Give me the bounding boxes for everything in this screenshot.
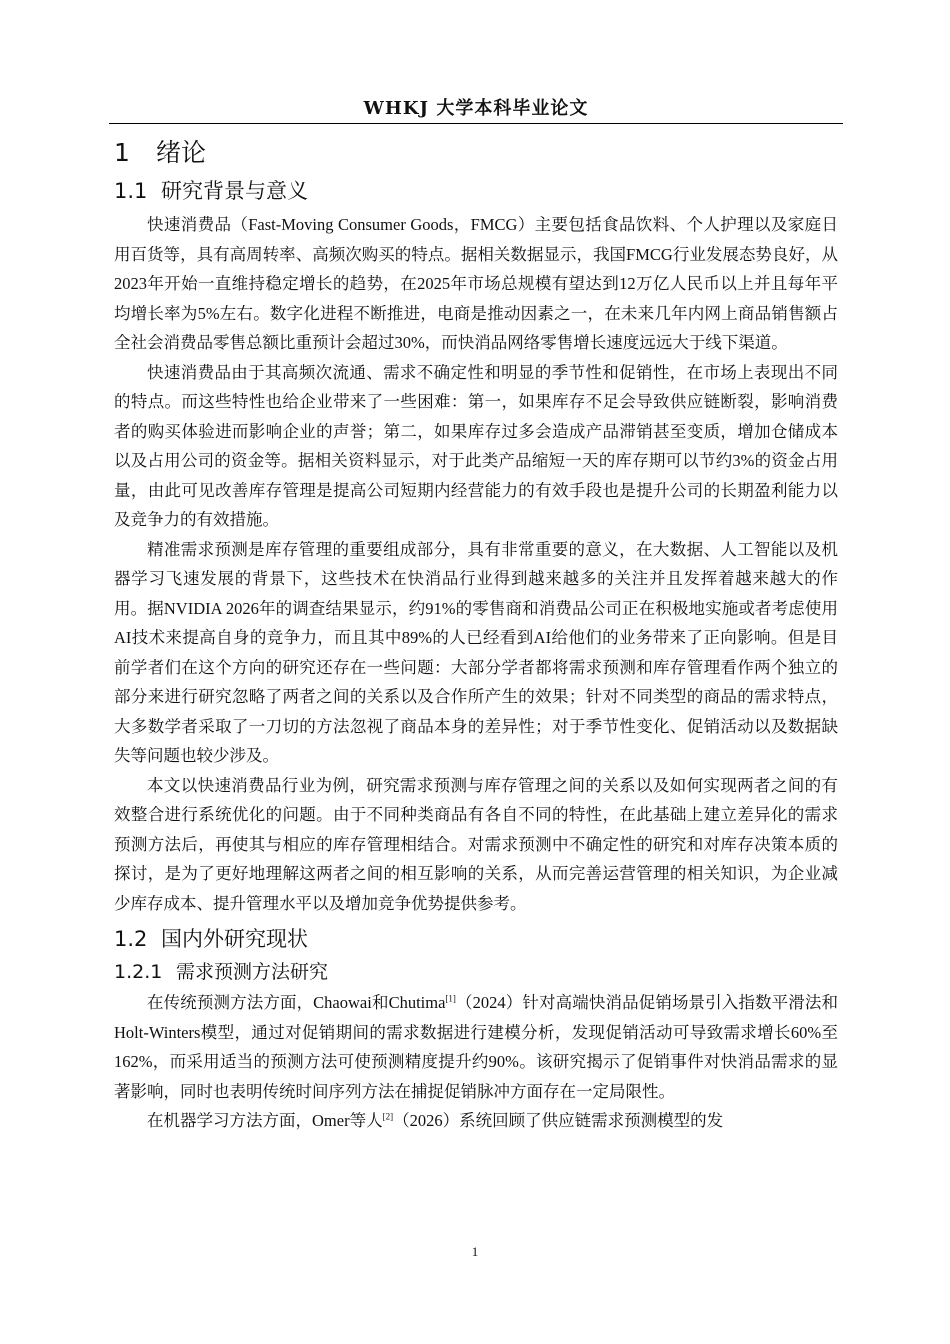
page-number: 1	[471, 1244, 479, 1259]
section-title: 研究背景与意义	[161, 179, 308, 203]
subsection-number: 1.2.1	[114, 961, 163, 983]
header-rule	[109, 123, 843, 124]
section-title: 国内外研究现状	[161, 927, 308, 951]
subsection-title: 需求预测方法研究	[176, 961, 329, 983]
chapter-heading	[114, 136, 838, 170]
paragraph	[114, 1106, 838, 1136]
paragraph	[114, 988, 838, 1106]
subsection-heading	[114, 958, 838, 986]
chapter-title: 绪论	[156, 138, 207, 167]
section-heading	[114, 176, 838, 206]
running-header: WHKJ 大学本科毕业论文	[363, 98, 589, 119]
paragraph: 快速消费品由于其高频次流通、需求不确定性和明显的季节性和促销性，在市场上表现出不同的特点。而这些特性也给企业带来了一些困难：第一，如果库存不足会导致供应链断裂，影响消费者的购买体验进而影响企业的声誉；第二，如果库存过多会造成产品滞销甚至变质，增加仓储成本以及占用公司的资金等。据相关资料显示，对于此类产品缩短一天的库存期可以节约3%的资金占用量，由此可见改善库存管理是提高公司短期内经营能力的有效手段也是提升公司的长期盈利能力以及竞争力的有效措施。	[114, 362, 838, 529]
paragraph: 精准需求预测是库存管理的重要组成部分，具有非常重要的意义，在大数据、人工智能以及机器学习飞速发展的背景下，这些技术在快消品行业得到越来越多的关注并且发挥着越来越大的作用。据NVIDIA 2026年的调查结果显示，约91%的零售商和消费品公司正在积极地实施或者考虑使用AI技术来提高自身的竞争力，而且其中89%的人已经看到AI给他们的业务带来了正向影响。但是目前学者们在这个方向的研究还存在一些问题：大部分学者都将需求预测和库存管理看作两个独立的部分来进行研究忽略了两者之间的关系以及合作所产生的效果；针对不同类型的商品的需求特点，大多数学者采取了一刀切的方法忽视了商品本身的差异性；对于季节性变化、促销活动以及数据缺失等问题也较少涉及。	[114, 539, 838, 765]
paragraph-text: （2026）系统回顾了供应链需求预测模型的发	[393, 1111, 724, 1130]
section-number: 1.1	[114, 179, 148, 203]
section-number: 1.2	[114, 927, 148, 951]
paragraph: 快速消费品（Fast-Moving Consumer Goods，FMCG）主要包括食品饮料、个人护理以及家庭日用百货等，具有高周转率、高频次购买的特点。据相关数据显示，我国FMCG行业发展态势良好，从2023年开始一直维持稳定增长的趋势，在2025年市场总规模有望达到12万亿人民币以上并且每年平均增长率为5%左右。数字化进程不断推进，电商是推动因素之一，在未来几年内网上商品销售额占全社会消费品零售总额比重预计会超过30%，而快消品网络零售增长速度远远大于线下渠道。	[114, 215, 838, 352]
chapter-number: 1	[114, 138, 130, 167]
paragraph: 本文以快速消费品行业为例，研究需求预测与库存管理之间的关系以及如何实现两者之间的有效整合进行系统优化的问题。由于不同种类商品有各自不同的特性，在此基础上建立差异化的需求预测方法后，再使其与相应的库存管理相结合。对需求预测中不确定性的研究和对库存决策本质的探讨，是为了更好地理解这两者之间的相互影响的关系，从而完善运营管理的相关知识，为企业减少库存成本、提升管理水平以及增加竞争优势提供参考。	[114, 775, 838, 913]
citation-link[interactable]: [1]	[445, 993, 456, 1004]
paragraph-text: 在机器学习方法方面，Omer等人	[147, 1111, 383, 1130]
page-content	[114, 128, 838, 1136]
citation-link[interactable]: [2]	[382, 1111, 394, 1122]
paragraph-text: 在传统预测方法方面，Chaowai和Chutima	[147, 993, 446, 1012]
paragraph-text: （2024）针对高端快消品促销场景引入指数平滑法和Holt-Winters模型，通过对促销期间的需求数据进行建模分析，发现促销活动可导致需求增长60%至162%，而采用适当的预测方法可使预测精度提升约90%。该研究揭示了促销事件对快消品需求的显著影响，同时也表明传统时间序列方法在捕捉促销脉冲方面存在一定局限性。	[114, 993, 839, 1101]
section-heading	[114, 924, 838, 954]
